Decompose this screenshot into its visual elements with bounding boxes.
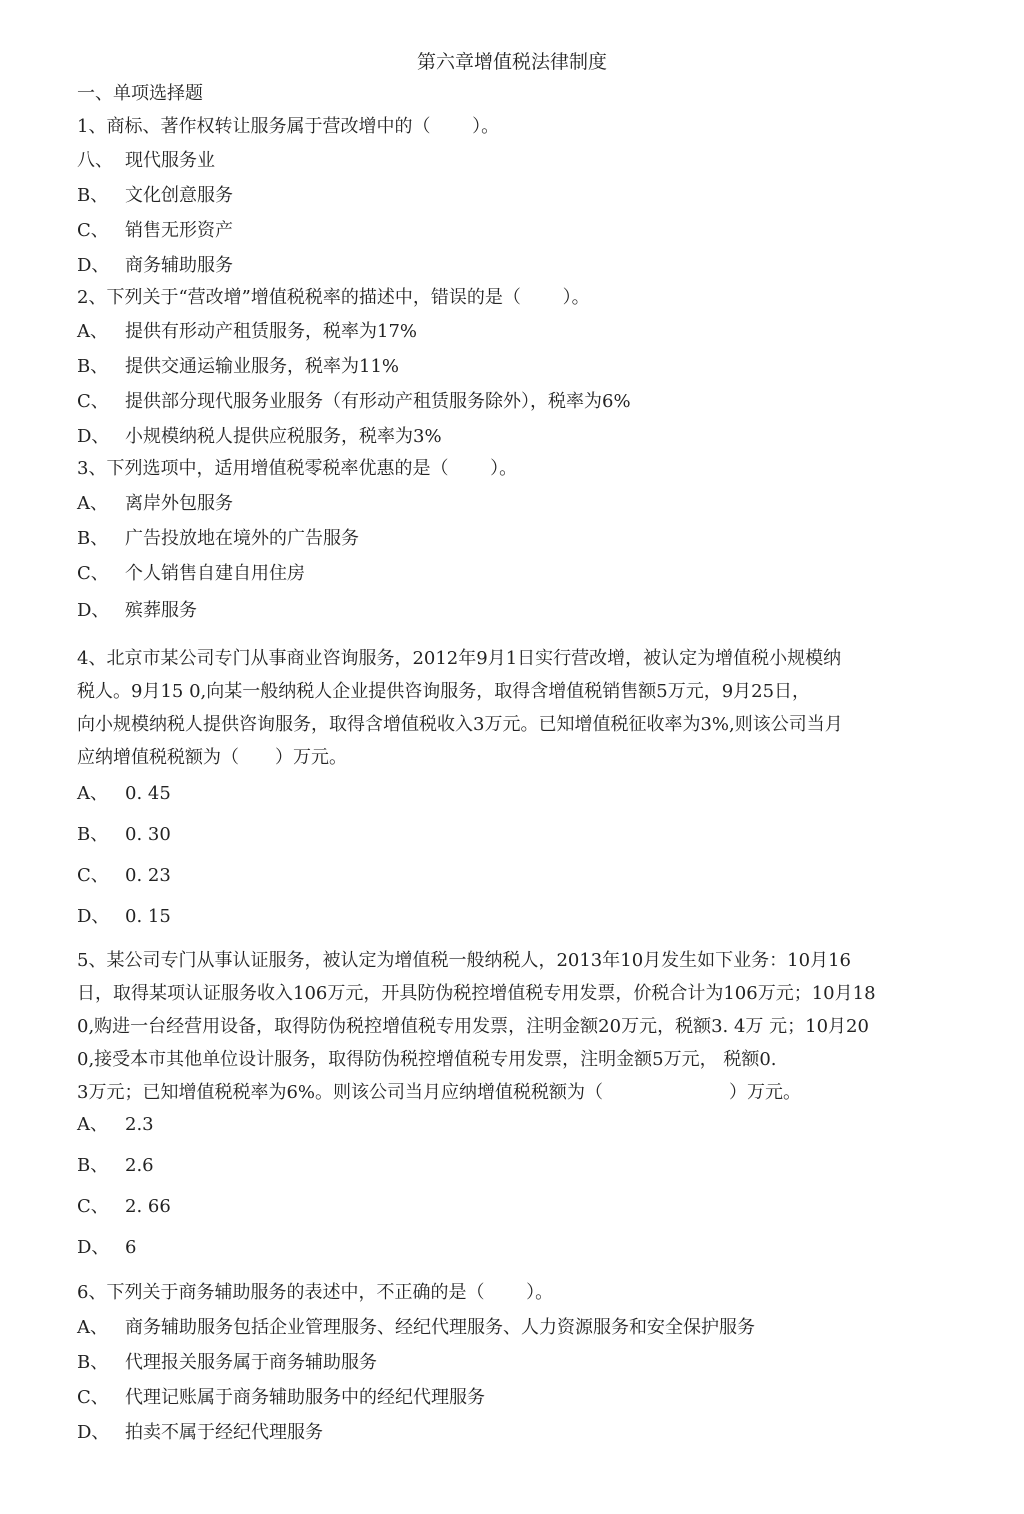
option-letter: C、 (77, 1387, 109, 1408)
question-3-option-b (77, 527, 359, 551)
option-letter: A、 (77, 783, 108, 804)
option-letter: D、 (77, 1422, 110, 1443)
section-heading: 一、单项选择题 (77, 83, 203, 104)
option-letter: D、 (77, 426, 110, 447)
option-text: 0. 30 (125, 824, 171, 845)
option-text: 商务辅助服务 (125, 255, 233, 276)
option-text: 文化创意服务 (125, 185, 233, 206)
question-1-option-d (77, 254, 233, 278)
question-5-option-c (77, 1195, 171, 1219)
option-letter: B、 (77, 185, 109, 206)
option-letter: B、 (77, 1155, 109, 1176)
option-text: 销售无形资产 (125, 220, 233, 241)
question-4-option-a (77, 782, 171, 806)
option-text: 离岸外包服务 (125, 493, 233, 514)
option-text: 拍卖不属于经纪代理服务 (125, 1422, 323, 1443)
question-5-option-d (77, 1236, 136, 1260)
option-text: 提供交通运输业服务，税率为11% (125, 356, 400, 377)
question-5-option-a (77, 1113, 154, 1137)
option-text: 提供有形动产租赁服务，税率为17% (125, 321, 418, 342)
option-letter: B、 (77, 356, 109, 377)
option-letter: C、 (77, 563, 109, 584)
question-6-stem: 6、下列关于商务辅助服务的表述中，不正确的是（ ）。 (77, 1282, 554, 1303)
option-letter: A、 (77, 321, 108, 342)
question-1-option-b (77, 184, 233, 208)
question-6-option-c (77, 1386, 485, 1410)
question-2-stem: 2、下列关于“营改增”增值税税率的描述中，错误的是（ ）。 (77, 287, 590, 308)
option-letter: D、 (77, 1237, 110, 1258)
question-5-option-b (77, 1154, 154, 1178)
option-letter: A、 (77, 1317, 108, 1338)
option-letter: A、 (77, 493, 108, 514)
option-text: 代理记账属于商务辅助服务中的经纪代理服务 (125, 1387, 485, 1408)
option-letter: B、 (77, 528, 109, 549)
option-text: 0. 45 (125, 783, 171, 804)
page-title: 第六章增值税法律制度 (416, 51, 607, 73)
option-letter: D、 (77, 906, 110, 927)
option-text: 6 (125, 1237, 137, 1258)
option-letter: C、 (77, 865, 109, 886)
question-1-stem: 1、商标、著作权转让服务属于营改增中的（ ）。 (77, 116, 500, 137)
stem-line: 向小规模纳税人提供咨询服务，取得含增值税收入3万元。已知增值税征收率为3%,则该公司当月 (77, 714, 843, 735)
question-2-option-a (77, 320, 417, 344)
option-text: 2.3 (125, 1114, 154, 1135)
option-letter: B、 (77, 824, 109, 845)
option-letter: D、 (77, 255, 110, 276)
stem-line: 0,接受本市其他单位设计服务，取得防伪税控增值税专用发票，注明金额5万元， 税额0. (77, 1049, 777, 1070)
option-text: 小规模纳税人提供应税服务，税率为3% (125, 426, 442, 447)
option-text: 个人销售自建自用住房 (125, 563, 305, 584)
question-3-option-d (77, 599, 197, 623)
question-4-stem (77, 642, 947, 774)
option-letter: C、 (77, 220, 109, 241)
option-text: 代理报关服务属于商务辅助服务 (125, 1352, 377, 1373)
option-letter: A、 (77, 1114, 108, 1135)
question-6-option-d (77, 1421, 323, 1445)
question-2-option-b (77, 355, 399, 379)
stem-line: 3万元；已知增值税税率为6%。则该公司当月应纳增值税税额为（ ）万元。 (77, 1082, 802, 1103)
stem-line: 5、某公司专门从事认证服务，被认定为增值税一般纳税人，2013年10月发生如下业务：10月16 (77, 950, 851, 971)
option-text: 提供部分现代服务业服务（有形动产租赁服务除外），税率为6% (125, 391, 631, 412)
question-1-option-a (77, 149, 215, 173)
option-letter: D、 (77, 600, 110, 621)
option-text: 2.6 (125, 1155, 154, 1176)
question-2-option-d (77, 425, 442, 449)
stem-line: 4、北京市某公司专门从事商业咨询服务，2012年9月1日实行营改增，被认定为增值税小规模纳 (77, 648, 842, 669)
stem-line: 日，取得某项认证服务收入106万元，开具防伪税控增值税专用发票，价税合计为106万元；10月18 (77, 983, 876, 1004)
option-letter: B、 (77, 1352, 109, 1373)
question-4-option-c (77, 864, 171, 888)
question-2-option-c (77, 390, 631, 414)
question-3-stem: 3、下列选项中，适用增值税零税率优惠的是（ ）。 (77, 458, 518, 479)
option-text: 广告投放地在境外的广告服务 (125, 528, 359, 549)
option-text: 0. 15 (125, 906, 171, 927)
stem-line: 应纳增值税税额为（ ）万元。 (77, 747, 347, 768)
option-letter: C、 (77, 391, 109, 412)
stem-line: 税人。9月15 0,向某一般纳税人企业提供咨询服务，取得含增值税销售额5万元，9月25日， (77, 681, 811, 702)
option-letter: 八、 (77, 150, 113, 171)
question-6-option-b (77, 1351, 377, 1375)
option-letter: C、 (77, 1196, 109, 1217)
option-text: 现代服务业 (125, 150, 215, 171)
question-3-option-a (77, 492, 233, 516)
option-text: 商务辅助服务包括企业管理服务、经纪代理服务、人力资源服务和安全保护服务 (125, 1317, 755, 1338)
question-1-option-c (77, 219, 233, 243)
question-3-option-c (77, 562, 305, 586)
question-5-stem (77, 944, 947, 1109)
question-4-option-b (77, 823, 171, 847)
option-text: 0. 23 (125, 865, 171, 886)
question-6-option-a (77, 1316, 755, 1340)
option-text: 2. 66 (125, 1196, 171, 1217)
option-text: 殡葬服务 (125, 600, 197, 621)
stem-line: 0,购进一台经营用设备，取得防伪税控增值税专用发票，注明金额20万元，税额3. 4万 元；10月20 (77, 1016, 869, 1037)
question-4-option-d (77, 905, 171, 929)
